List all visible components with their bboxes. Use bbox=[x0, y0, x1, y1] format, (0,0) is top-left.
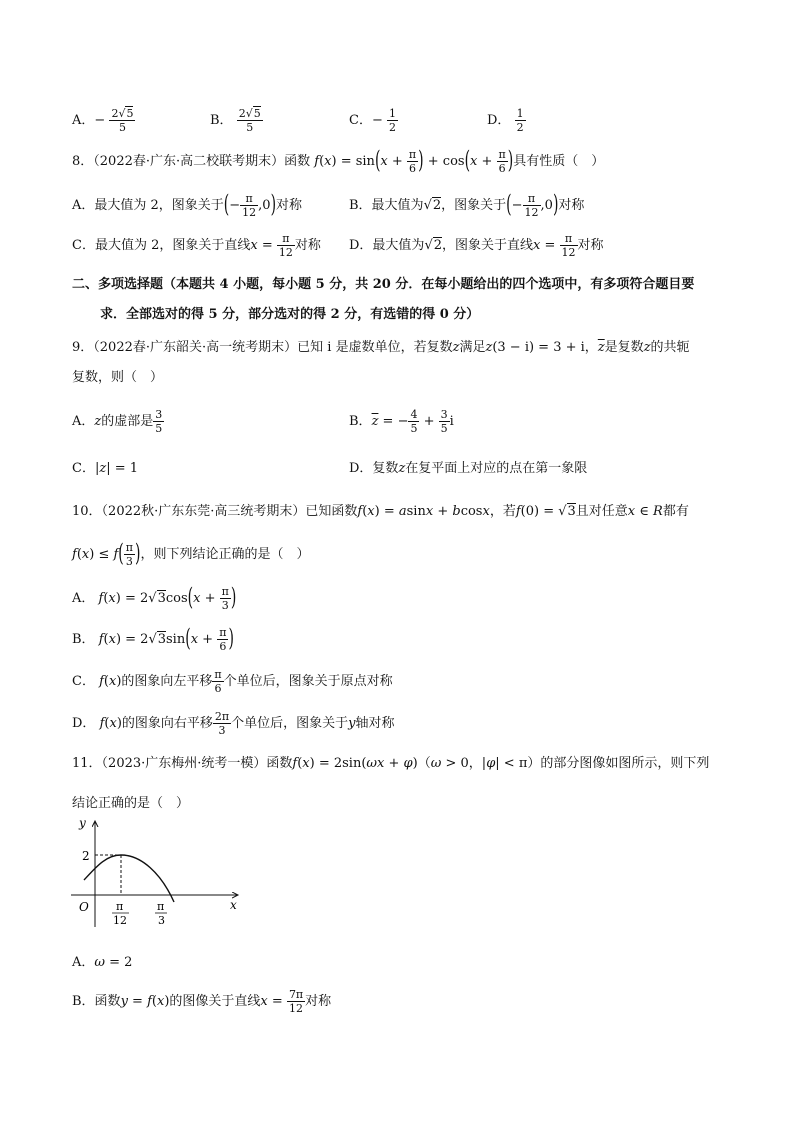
x-tick2-den: 3 bbox=[158, 914, 165, 927]
q11-stem-line2: 结论正确的是（ ） bbox=[72, 796, 190, 811]
q11-option-a[interactable]: A．ω = 2 bbox=[72, 955, 133, 970]
x-tick2-num: π bbox=[157, 900, 165, 913]
section2-heading-line1: 二、多项选择题（本题共 4 小题，每小题 5 分，共 20 分．在每小题给出的四个选项中，有多项符合题目要 bbox=[72, 277, 695, 292]
q9-stem-line2: 复数，则（ ） bbox=[72, 370, 164, 385]
q8-option-d[interactable]: D．最大值为√2，图象关于直线x = $\frac{\pi}{12}$ 对称 bbox=[349, 232, 604, 259]
x-axis-label: x bbox=[230, 898, 237, 912]
q11-stem-line1: 11．（2023·广东梅州·统考一模）函数f(x) = 2sin(ωx + φ)（ω > 0，|φ| < π）的部分图像如图所示，则下列 bbox=[72, 756, 710, 771]
q10-option-c[interactable]: C． f(x)的图象向左平移 $\frac{\pi}{6}$ 个单位后，图象关于原点对称 bbox=[72, 668, 393, 695]
q9-option-d[interactable]: D．复数z在复平面上对应的点在第一象限 bbox=[349, 461, 588, 476]
q9-option-a[interactable]: A．z的虚部是 $\frac{3}{5}$ bbox=[72, 408, 163, 435]
q9-option-b[interactable]: B．$\overline{z}$ = − $\frac{4}{5}$ + $\frac{3}{5}$ i bbox=[349, 408, 454, 435]
q10-option-a[interactable]: A． f(x) = 2√3cos(x + $\frac{\pi}{3}$ ) bbox=[72, 584, 237, 612]
q10-stem-line1: 10．（2022秋·广东东莞·高三统考期末）已知函数f(x) = asinx + bcosx，若f(0) = √3且对任意x ∈ R都有 bbox=[72, 504, 689, 519]
x-tick1-num: π bbox=[116, 900, 124, 913]
q8-stem: 8．（2022春·广东·高二校联考期末）函数 f(x) = sin(x + $\frac{\pi}{6}$ ) + cos(x + $\frac{\pi}{6}$ )具有性质（ ） bbox=[72, 147, 605, 175]
q8-option-b[interactable]: B．最大值为√2，图象关于(− $\frac{\pi}{12}$ ,0)对称 bbox=[349, 191, 585, 219]
y-axis-label: y bbox=[79, 816, 86, 830]
q7-option-d[interactable]: D． $\frac{1}{2}$ bbox=[487, 107, 524, 134]
q7-option-a[interactable]: A．− $\frac{2√5}{5}$ bbox=[72, 107, 134, 134]
q10-option-d[interactable]: D． f(x)的图象向右平移 $\frac{2\pi}{3}$ 个单位后，图象关于y轴对称 bbox=[72, 710, 395, 737]
q10-stem-line2: f(x) ≤ f( $\frac{\pi}{3}$ )，则下列结论正确的是（ ） bbox=[72, 540, 310, 568]
q9-stem-line1: 9．（2022春·广东韶关·高一统考期末）已知 i 是虚数单位，若复数z满足z(3 − i) = 3 + i，$\overline{z}$是复数z的共轭 bbox=[72, 340, 690, 355]
y-tick-2: 2 bbox=[82, 849, 90, 863]
q9-option-c[interactable]: C．|z| = 1 bbox=[72, 461, 139, 476]
q10-option-b[interactable]: B． f(x) = 2√3sin(x + $\frac{\pi}{6}$ ) bbox=[72, 625, 234, 653]
section2-heading-line2: 求．全部选对的得 5 分，部分选对的得 2 分，有选错的得 0 分） bbox=[100, 307, 480, 322]
origin-label: O bbox=[79, 900, 89, 914]
q7-option-b[interactable]: B． $\frac{2√5}{5}$ bbox=[210, 107, 261, 134]
q7-option-c[interactable]: C．− $\frac{1}{2}$ bbox=[349, 107, 396, 134]
q11-graph bbox=[66, 815, 246, 930]
x-tick1-den: 12 bbox=[113, 914, 127, 927]
q11-option-b[interactable]: B．函数y = f(x)的图像关于直线x = $\frac{7\pi}{12}$ 对称 bbox=[72, 988, 332, 1015]
q8-option-a[interactable]: A．最大值为 2，图象关于(− $\frac{\pi}{12}$ ,0)对称 bbox=[72, 191, 303, 219]
q8-option-c[interactable]: C．最大值为 2，图象关于直线x = $\frac{\pi}{12}$ 对称 bbox=[72, 232, 321, 259]
